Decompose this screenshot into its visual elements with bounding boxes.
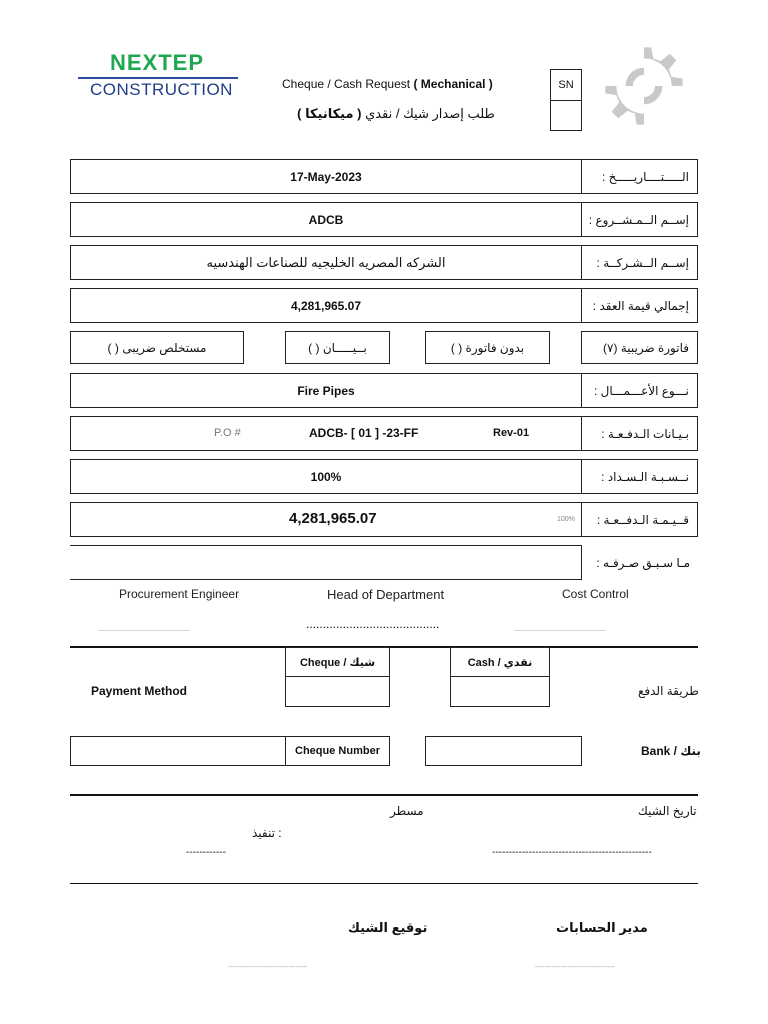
section-divider-3 xyxy=(70,883,698,884)
payment-ratio-field[interactable]: 100% xyxy=(70,459,582,494)
previous-paid-field[interactable] xyxy=(70,545,582,580)
option-statement[interactable]: بــيـــــان ( ) xyxy=(285,331,390,364)
cost-control-signature-line: ---------------------------------------------- xyxy=(514,628,606,634)
execution-line: ------------ xyxy=(186,847,226,858)
option-tax-extract[interactable]: مستخلص ضريبى ( ) xyxy=(70,331,244,364)
logo-divider xyxy=(78,77,238,79)
bank-input[interactable] xyxy=(425,736,582,766)
logo-construction: CONSTRUCTION xyxy=(90,80,233,99)
bank-label: Bank / بنك xyxy=(641,744,701,758)
date-field[interactable]: 17-May-2023 xyxy=(70,159,582,194)
cheque-number-label: Cheque Number xyxy=(285,736,390,766)
payment-data-field[interactable] xyxy=(70,416,582,451)
written-label: مسطر xyxy=(390,804,424,818)
cheque-signature-line: ---------------------------------- xyxy=(228,964,308,971)
work-type-field[interactable]: Fire Pipes xyxy=(70,373,582,408)
payment-method-label-ar: طريقة الدفع xyxy=(638,684,699,698)
accounts-manager-line: ---------------------------------- xyxy=(535,964,615,971)
payment-ratio-label: نــسـبـة الـسـداد : xyxy=(581,459,698,494)
cheque-number-input[interactable] xyxy=(70,736,286,766)
revision: Rev-01 xyxy=(493,427,530,439)
project-field[interactable]: ADCB xyxy=(70,202,582,237)
sn-label-box: SN xyxy=(550,69,582,101)
gear-icon xyxy=(598,40,690,132)
accounts-manager-label: مدير الحسابات xyxy=(556,920,648,935)
payment-value-label: قــيـمـة الـدفــعـة : xyxy=(581,502,698,537)
payment-data-label: بـيـانات الـدفـعـة : xyxy=(581,416,698,451)
procurement-signature-line: ---------------------------------------------- xyxy=(98,628,190,634)
cheque-date-line: ------------------------------------------------ xyxy=(492,847,652,858)
tax-invoice-label[interactable]: فاتورة ضريبية (٧) xyxy=(581,331,698,364)
payment-value-field[interactable] xyxy=(70,502,582,537)
execution-label: : تنفيذ xyxy=(252,826,282,840)
head-dept-signature-line: ........................................ xyxy=(306,617,440,631)
cheque-date-label: تاريخ الشيك xyxy=(638,804,697,818)
option-no-invoice[interactable]: بدون فاتورة ( ) xyxy=(425,331,550,364)
cheque-option-label: Cheque / شيك xyxy=(285,647,390,677)
sn-value-box[interactable] xyxy=(550,100,582,131)
project-label: إســم الــمـشــروع : xyxy=(581,202,698,237)
po-label: P.O # xyxy=(214,427,241,439)
cash-checkbox[interactable] xyxy=(450,676,550,707)
page-title-ar: طلب إصدار شيك / نقدي ( ميكانيكا ) xyxy=(297,106,495,121)
procurement-engineer-label: Procurement Engineer xyxy=(119,587,240,601)
cheque-signature-label: توقيع الشيك xyxy=(348,920,428,935)
cheque-checkbox[interactable] xyxy=(285,676,390,707)
cash-option-label: Cash / نقدي xyxy=(450,647,550,677)
po-value: ADCB- [ 01 ] -23-FF xyxy=(309,426,419,440)
work-type-label: نـــوع الأعـــمـــال : xyxy=(581,373,698,408)
section-divider-2 xyxy=(70,794,698,796)
company-label: إســم الــشـركــة : xyxy=(581,245,698,280)
logo-nextep: NEXTEP xyxy=(110,50,205,75)
payment-method-label: Payment Method xyxy=(91,684,188,698)
payment-value-pct: 100% xyxy=(557,516,575,523)
head-of-department-label: Head of Department xyxy=(327,587,445,602)
contract-total-label: إجمالي قيمة العقد : xyxy=(581,288,698,323)
cost-control-label: Cost Control xyxy=(562,587,629,601)
page-title-en: Cheque / Cash Request ( Mechanical ) xyxy=(282,77,493,91)
previous-paid-label: مـا سـبـق صـرفـه : xyxy=(581,545,698,580)
contract-total-field[interactable]: 4,281,965.07 xyxy=(70,288,582,323)
company-field[interactable]: الشركه المصريه الخليجيه للصناعات الهندسيه xyxy=(70,245,582,280)
payment-value: 4,281,965.07 xyxy=(289,510,377,527)
date-label: الـــــتــــاريـــــخ : xyxy=(581,159,698,194)
